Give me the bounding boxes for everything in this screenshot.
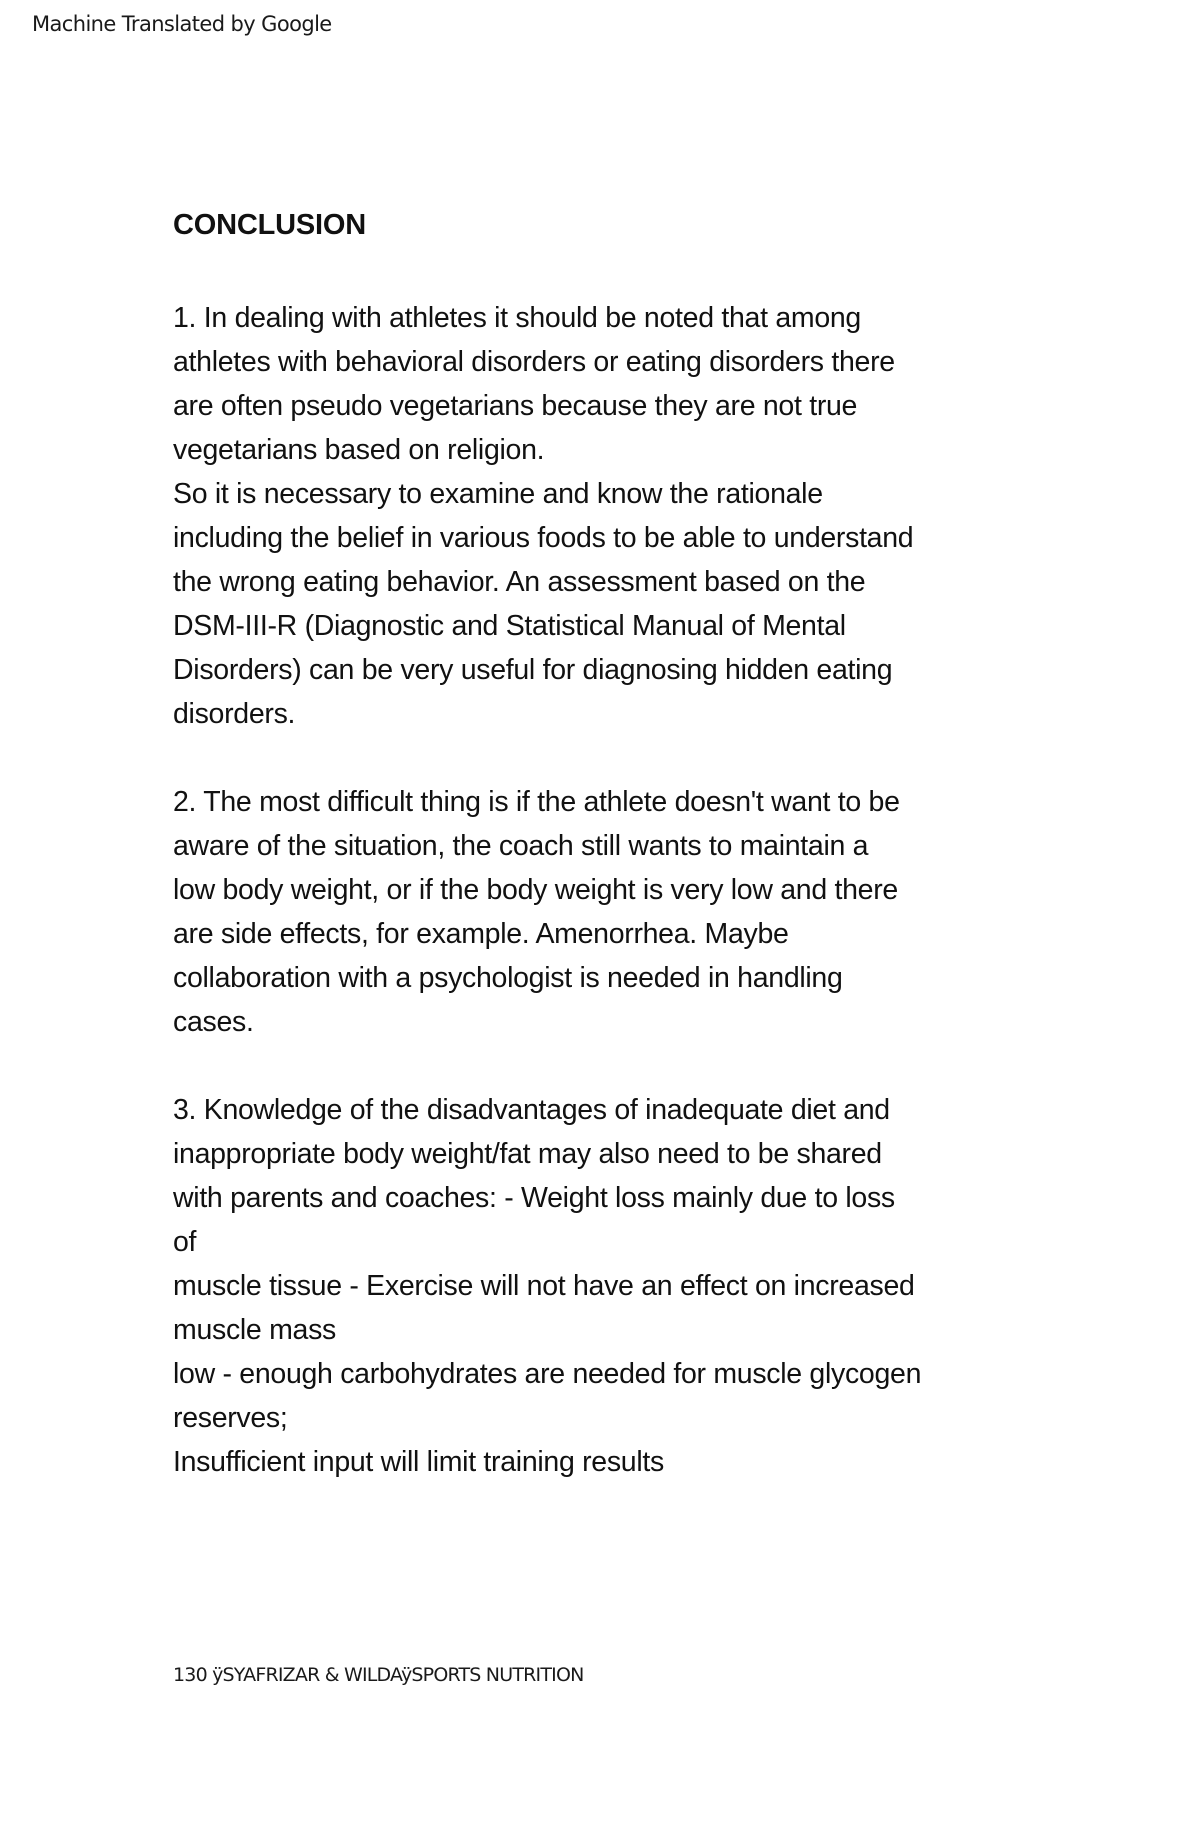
text-line: collaboration with a psychologist is needed in handling <box>173 962 843 994</box>
text-line: Insufficient input will limit training results <box>173 1446 664 1478</box>
text-line: inappropriate body weight/fat may also need to be shared <box>173 1138 882 1170</box>
text-line: 2. The most difficult thing is if the athlete doesn't want to be <box>173 786 900 818</box>
text-line: low body weight, or if the body weight is very low and there <box>173 874 898 906</box>
text-line: muscle mass <box>173 1314 336 1346</box>
text-line: muscle tissue - Exercise will not have an effect on increased <box>173 1270 915 1302</box>
paragraph-1 <box>173 296 1073 736</box>
text-line: are often pseudo vegetarians because they are not true <box>173 390 858 422</box>
text-line: DSM-III-R (Diagnostic and Statistical Manual of Mental <box>173 610 846 642</box>
text-line: with parents and coaches: - Weight loss mainly due to loss <box>173 1182 895 1214</box>
text-line: Disorders) can be very useful for diagnosing hidden eating <box>173 654 893 686</box>
text-line: including the belief in various foods to be able to understand <box>173 522 914 554</box>
paragraph-list <box>173 296 1073 1484</box>
paragraph-2 <box>173 780 1073 1044</box>
text-line: vegetarians based on religion. <box>173 434 545 466</box>
text-line: athletes with behavioral disorders or eating disorders there <box>173 346 895 378</box>
text-line: disorders. <box>173 698 296 730</box>
text-line: the wrong eating behavior. An assessment based on the <box>173 566 866 598</box>
text-line: of <box>173 1226 197 1258</box>
machine-translation-note: Machine Translated by Google <box>32 12 332 36</box>
text-line: cases. <box>173 1006 254 1038</box>
paragraph-3 <box>173 1088 1073 1484</box>
text-line: reserves; <box>173 1402 288 1434</box>
page-footer: 130 ÿSYAFRIZAR & WILDAÿSPORTS NUTRITION <box>173 1664 584 1686</box>
text-line: aware of the situation, the coach still wants to maintain a <box>173 830 869 862</box>
text-line: So it is necessary to examine and know the rationale <box>173 478 823 510</box>
paragraph-gap <box>173 1044 1073 1088</box>
paragraph-gap <box>173 736 1073 780</box>
text-line: 3. Knowledge of the disadvantages of inadequate diet and <box>173 1094 890 1126</box>
text-line: 1. In dealing with athletes it should be noted that among <box>173 302 861 334</box>
text-line: are side effects, for example. Amenorrhea. Maybe <box>173 918 789 950</box>
document-body <box>173 208 1073 1484</box>
section-heading: CONCLUSION <box>173 209 366 241</box>
text-line: low - enough carbohydrates are needed for muscle glycogen <box>173 1358 922 1390</box>
